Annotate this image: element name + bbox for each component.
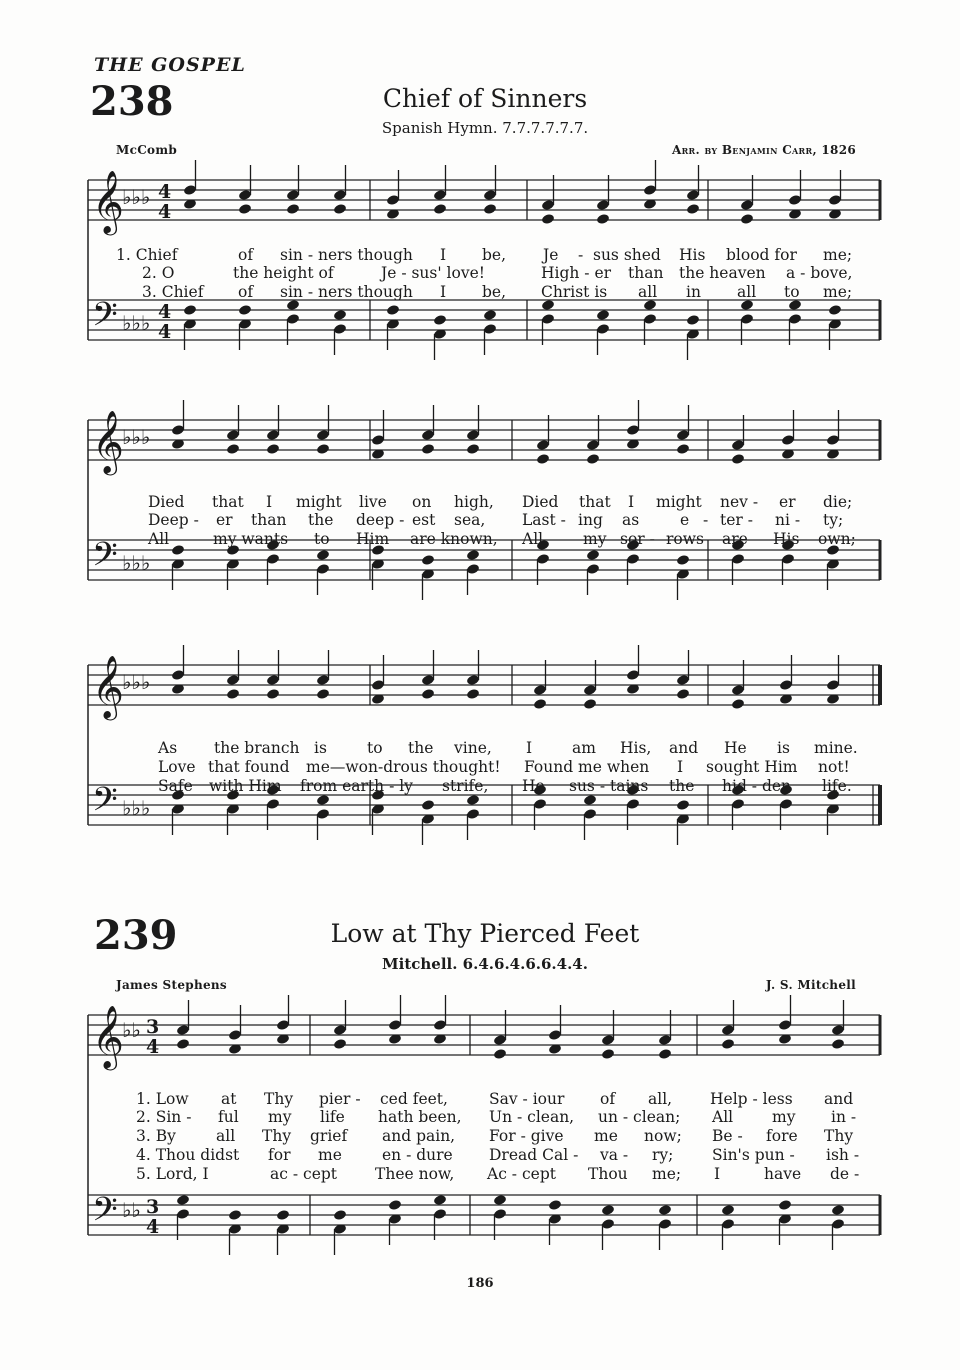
lyric-syllable: of (238, 246, 254, 264)
note-head (831, 1038, 845, 1050)
lyric-syllable: I (440, 246, 447, 264)
time-signature: 4 (158, 181, 172, 203)
lyric-syllable: that found (208, 758, 290, 776)
note-head (676, 688, 690, 700)
lyric-syllable: live (359, 493, 387, 511)
note-head (333, 1209, 347, 1221)
lyric-syllable: Last - (522, 511, 566, 529)
lyric-syllable: mine. (814, 739, 858, 757)
lyric-syllable: e (680, 511, 690, 529)
hymn-number-238: 238 (90, 78, 174, 125)
lyric-syllable: hid - den (722, 777, 792, 795)
lyric-syllable: as (622, 511, 640, 529)
lyric-syllable: - (578, 246, 584, 264)
bass-clef-icon: 𝄢 (92, 781, 118, 827)
lyric-syllable: Died (522, 493, 559, 511)
lyric-syllable: I (714, 1165, 721, 1183)
lyric-syllable: ty; (823, 511, 844, 529)
lyric-syllable: now; (644, 1127, 682, 1145)
lyric-syllable: Sin's pun - (712, 1146, 795, 1164)
lyric-syllable: my wants (213, 530, 289, 548)
lyric-syllable: sus - tains (569, 777, 649, 795)
lyric-syllable: own; (818, 530, 856, 548)
lyric-syllable: the (669, 777, 695, 795)
lyric-syllable: might (296, 493, 342, 511)
lyric-syllable: me—won-drous thought! (306, 758, 501, 776)
lyric-syllable: the branch (214, 739, 300, 757)
note-head (176, 1194, 190, 1206)
lyric-syllable: sus shed (593, 246, 661, 264)
lyric-syllable: - (703, 511, 709, 529)
lyric-syllable: all (737, 283, 757, 301)
note-head (493, 1048, 507, 1060)
hymn-number-239: 239 (94, 912, 178, 959)
lyric-syllable: 3. Chief (142, 283, 204, 301)
lyric-syllable: His (773, 530, 800, 548)
bass-clef-icon: 𝄢 (92, 1191, 118, 1237)
lyric-syllable: Thee now, (375, 1165, 455, 1183)
lyric-syllable: Sav - iour (489, 1090, 565, 1108)
lyric-syllable: me (594, 1127, 618, 1145)
treble-clef-icon: 𝄞 (92, 1005, 124, 1068)
lyric-syllable: strife, (442, 777, 489, 795)
lyric-syllable: is (777, 739, 790, 757)
note-head (421, 688, 435, 700)
lyric-syllable: Him (356, 530, 390, 548)
lyric-syllable: High - er (541, 264, 612, 282)
lyric-syllable: nev - (720, 493, 759, 511)
author-credit-239: James Stephens (116, 978, 227, 992)
lyric-syllable: I (628, 493, 635, 511)
lyric-syllable: deep - (356, 511, 405, 529)
lyric-syllable: Thy (262, 1127, 292, 1145)
lyric-syllable: 5. Lord, I (136, 1165, 209, 1183)
note-head (466, 443, 480, 455)
lyric-syllable: He (724, 739, 747, 757)
lyric-syllable: Je - sus' love! (381, 264, 486, 282)
bass-clef-icon: 𝄢 (92, 536, 118, 582)
lyric-syllable: all, (648, 1090, 673, 1108)
lyric-syllable: All (148, 530, 170, 548)
note-head (828, 304, 842, 316)
note-head (421, 799, 435, 811)
note-head (731, 698, 745, 710)
lyric-syllable: Found me when (524, 758, 650, 776)
note-head (676, 799, 690, 811)
lyric-syllable: the height of (233, 264, 334, 282)
lyric-syllable: en - dure (382, 1146, 453, 1164)
page-number: 186 (466, 1276, 494, 1291)
lyric-syllable: that (579, 493, 611, 511)
lyric-syllable: His, (620, 739, 652, 757)
note-head (316, 549, 330, 561)
lyric-syllable: of (238, 283, 254, 301)
note-head (176, 1038, 190, 1050)
lyric-syllable: in - (831, 1108, 857, 1126)
lyric-syllable: For - give (489, 1127, 564, 1145)
lyric-syllable: and (824, 1090, 854, 1108)
note-head (433, 1194, 447, 1206)
lyric-syllable: a - bove, (786, 264, 853, 282)
note-head (740, 213, 754, 225)
note-head (731, 453, 745, 465)
note-head (676, 554, 690, 566)
lyric-syllable: 1. Chief (116, 246, 178, 264)
lyric-syllable: I (266, 493, 273, 511)
note-head (686, 203, 700, 215)
note-head (583, 698, 597, 710)
lyric-syllable: might (656, 493, 702, 511)
note-head (601, 1204, 615, 1216)
lyric-syllable: and (669, 739, 699, 757)
key-signature-flats: ♭♭ (122, 1198, 141, 1222)
lyric-syllable: blood for (726, 246, 797, 264)
lyric-syllable: ced feet, (380, 1090, 448, 1108)
lyric-syllable: Ac - cept (487, 1165, 556, 1183)
arranger-credit-238: Arr. by Benjamin Carr, 1826 (671, 143, 856, 157)
note-head (466, 794, 480, 806)
key-signature-flats: ♭♭ (122, 1018, 141, 1042)
author-credit-238: McComb (116, 143, 178, 157)
lyric-syllable: are known, (410, 530, 498, 548)
tune-name-238: Spanish Hymn. 7.7.7.7.7.7. (381, 119, 589, 137)
note-head (583, 794, 597, 806)
lyric-syllable: my (583, 530, 607, 548)
lyric-syllable: I (526, 739, 533, 757)
note-head (536, 453, 550, 465)
lyric-syllable: me; (652, 1165, 682, 1183)
note-head (183, 304, 197, 316)
lyric-syllable: on (412, 493, 432, 511)
time-signature: 4 (146, 1036, 160, 1058)
note-head (778, 1199, 792, 1211)
lyric-syllable: are (722, 530, 748, 548)
lyric-syllable: the heaven (679, 264, 766, 282)
lyric-syllable: Christ is (541, 283, 608, 301)
lyric-syllable: pier - (319, 1090, 361, 1108)
note-head (228, 1209, 242, 1221)
lyric-syllable: er (779, 493, 796, 511)
note-head (493, 1194, 507, 1206)
lyric-syllable: high, (454, 493, 494, 511)
treble-clef-icon: 𝄞 (92, 410, 124, 473)
lyric-syllable: Thy (824, 1127, 854, 1145)
lyric-syllable: sought Him (706, 758, 798, 776)
lyric-syllable: I (440, 283, 447, 301)
lyric-syllable: all (216, 1127, 236, 1145)
lyric-syllable: of (600, 1090, 616, 1108)
lyric-syllable: die; (823, 493, 853, 511)
lyric-syllable: 1. Low (136, 1090, 189, 1108)
note-head (333, 309, 347, 321)
lyric-syllable: the (308, 511, 334, 529)
lyric-syllable: that (212, 493, 244, 511)
hymn-title-239: Low at Thy Pierced Feet (330, 919, 640, 948)
lyric-syllable: His (679, 246, 706, 264)
note-head (466, 549, 480, 561)
note-head (421, 443, 435, 455)
lyric-syllable: ing (578, 511, 603, 529)
lyric-syllable: Died (148, 493, 185, 511)
note-head (721, 1038, 735, 1050)
lyric-syllable: have (764, 1165, 802, 1183)
note-head (658, 1048, 672, 1060)
lyric-syllable: Be - (712, 1127, 743, 1145)
lyric-syllable: est (412, 511, 436, 529)
note-head (388, 1199, 402, 1211)
note-head (541, 213, 555, 225)
lyric-syllable: life (320, 1108, 345, 1126)
lyric-syllable: than (628, 264, 664, 282)
key-signature-flats: ♭♭♭ (122, 670, 151, 694)
lyric-syllable: for (268, 1146, 291, 1164)
lyric-syllable: sea, (454, 511, 486, 529)
note-head (483, 203, 497, 215)
section-title: THE GOSPEL (94, 54, 246, 76)
lyric-syllable: me; (823, 246, 853, 264)
lyric-syllable: fore (766, 1127, 798, 1145)
lyric-syllable: ry; (652, 1146, 674, 1164)
lyric-syllable: ni - (775, 511, 801, 529)
note-head (171, 544, 185, 556)
lyric-syllable: to (784, 283, 800, 301)
tune-name-239: Mitchell. 6.4.6.4.6.6.4.4. (382, 955, 588, 973)
lyric-syllable: 4. Thou didst (136, 1146, 240, 1164)
note-head (676, 443, 690, 455)
key-signature-flats: ♭♭♭ (122, 551, 151, 575)
key-signature-flats: ♭♭♭ (122, 185, 151, 209)
note-head (226, 688, 240, 700)
note-head (548, 1199, 562, 1211)
note-head (316, 794, 330, 806)
note-head (586, 453, 600, 465)
time-signature: 4 (158, 321, 172, 343)
lyric-syllable: and pain, (382, 1127, 456, 1145)
treble-clef-icon: 𝄞 (92, 655, 124, 718)
lyric-syllable: vine, (454, 739, 492, 757)
lyric-syllable: sin - ners though (280, 246, 413, 264)
lyric-syllable: not! (818, 758, 850, 776)
lyric-syllable: I (677, 758, 684, 776)
lyric-syllable: 2. Sin - (136, 1108, 192, 1126)
lyric-syllable: Deep - (148, 511, 199, 529)
lyric-syllable: ful (218, 1108, 239, 1126)
note-head (266, 443, 280, 455)
time-signature: 3 (146, 1016, 160, 1038)
lyric-syllable: than (251, 511, 287, 529)
key-signature-flats: ♭♭♭ (122, 425, 151, 449)
note-head (596, 309, 610, 321)
lyric-syllable: Dread Cal - (489, 1146, 579, 1164)
bass-clef-icon: 𝄢 (92, 296, 118, 342)
time-signature: 4 (158, 301, 172, 323)
lyric-syllable: Love (158, 758, 196, 776)
time-signature: 3 (146, 1196, 160, 1218)
lyric-syllable: As (158, 739, 178, 757)
note-head (276, 1209, 290, 1221)
lyric-syllable: 2. O (142, 264, 175, 282)
note-head (483, 309, 497, 321)
lyric-syllable: ter - (720, 511, 753, 529)
note-head (601, 1048, 615, 1060)
lyric-syllable: de - (830, 1165, 860, 1183)
lyric-syllable: is (314, 739, 327, 757)
note-head (658, 1204, 672, 1216)
lyric-syllable: Un - clean, (489, 1108, 575, 1126)
lyric-syllable: hath been, (378, 1108, 462, 1126)
lyric-syllable: all (638, 283, 658, 301)
time-signature: 4 (158, 201, 172, 223)
time-signature: 4 (146, 1216, 160, 1238)
lyric-syllable: All (522, 530, 544, 548)
note-head (333, 1038, 347, 1050)
note-head (421, 554, 435, 566)
note-head (238, 203, 252, 215)
note-head (533, 698, 547, 710)
lyric-syllable: Thy (264, 1090, 294, 1108)
note-head (686, 314, 700, 326)
note-head (286, 203, 300, 215)
lyric-syllable: He (522, 777, 545, 795)
lyric-syllable: sin - ners though (280, 283, 413, 301)
note-head (333, 203, 347, 215)
lyric-syllable: the (408, 739, 434, 757)
note-head (266, 688, 280, 700)
note-head (226, 443, 240, 455)
hymn-title-238: Chief of Sinners (382, 84, 588, 113)
note-head (316, 688, 330, 700)
note-head (316, 443, 330, 455)
note-head (238, 304, 252, 316)
lyric-syllable: er (216, 511, 233, 529)
lyric-syllable: be, (482, 283, 507, 301)
lyric-syllable: un - clean; (598, 1108, 681, 1126)
note-head (831, 1204, 845, 1216)
note-head (466, 688, 480, 700)
lyric-syllable: rows (666, 530, 704, 548)
lyric-syllable: my (772, 1108, 796, 1126)
lyric-syllable: All (712, 1108, 734, 1126)
lyric-syllable: me; (823, 283, 853, 301)
note-head (596, 213, 610, 225)
lyric-syllable: Safe (158, 777, 193, 795)
treble-clef-icon: 𝄞 (92, 170, 124, 233)
note-head (433, 203, 447, 215)
note-head (586, 549, 600, 561)
lyric-syllable: from earth - ly (300, 777, 413, 795)
lyric-syllable: with Him (209, 777, 282, 795)
lyric-syllable: to (314, 530, 330, 548)
lyric-syllable: me (318, 1146, 342, 1164)
lyric-syllable: at (221, 1090, 237, 1108)
lyric-syllable: grief (310, 1127, 348, 1145)
lyric-syllable: to (367, 739, 383, 757)
lyric-syllable: Help - less (710, 1090, 793, 1108)
lyric-syllable: in (686, 283, 701, 301)
note-head (433, 314, 447, 326)
lyric-syllable: ish - (826, 1146, 860, 1164)
composer-credit-239: J. S. Mitchell (765, 978, 856, 992)
note-head (386, 304, 400, 316)
key-signature-flats: ♭♭♭ (122, 311, 151, 335)
lyric-syllable: my (268, 1108, 292, 1126)
lyric-syllable: va - (600, 1146, 629, 1164)
lyric-syllable: Thou (588, 1165, 628, 1183)
lyric-syllable: 3. By (136, 1127, 176, 1145)
lyric-syllable: be, (482, 246, 507, 264)
key-signature-flats: ♭♭♭ (122, 796, 151, 820)
note-head (721, 1204, 735, 1216)
lyric-syllable: am (572, 739, 596, 757)
lyric-syllable: ac - cept (270, 1165, 338, 1183)
lyric-syllable: Je (543, 246, 559, 264)
lyric-syllable: sor - (620, 530, 655, 548)
lyric-syllable: life. (822, 777, 852, 795)
